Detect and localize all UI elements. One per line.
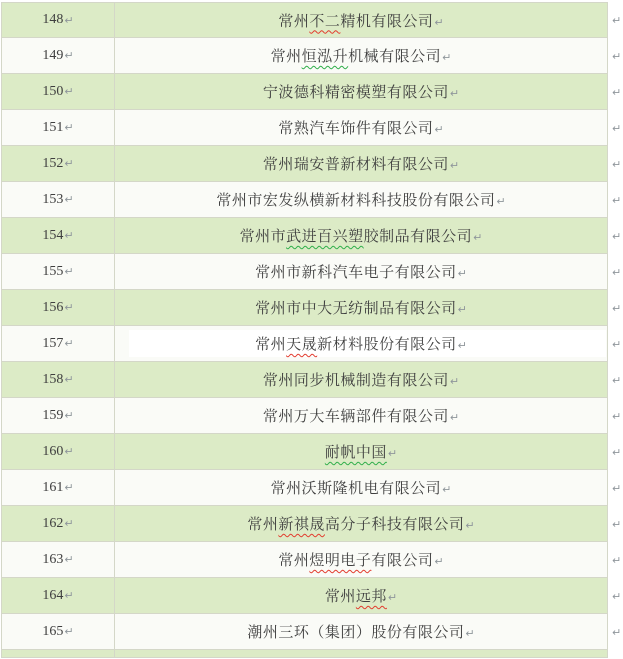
company-name-cell[interactable] (115, 254, 608, 290)
end-of-cell-mark-icon: ↵ (64, 409, 74, 422)
row-number: 163 (42, 551, 64, 567)
end-of-row-mark-icon: ↵ (612, 553, 622, 567)
table-row (1, 74, 623, 110)
company-name-text: 常州同步机械制造有限公司 (262, 373, 449, 389)
grammarcheck-underline-green: 武进百兴塑 (286, 229, 364, 245)
spellcheck-underline-red: 天晟 (286, 337, 318, 353)
end-of-row-zone (608, 578, 623, 614)
company-name-cell[interactable] (115, 398, 608, 434)
end-of-cell-mark-icon: ↵ (442, 51, 452, 64)
grammarcheck-underline-green: 耐帆中国 (324, 445, 387, 461)
end-of-cell-mark-icon: ↵ (496, 195, 506, 208)
row-number-cell[interactable] (1, 470, 115, 506)
end-of-cell-mark-icon: ↵ (442, 483, 452, 496)
row-number-cell[interactable] (1, 326, 115, 362)
row-number: 164 (42, 587, 64, 603)
end-of-row-zone (608, 74, 623, 110)
spellcheck-underline-red: 煜明电子 (309, 553, 372, 569)
end-of-cell-mark-icon: ↵ (64, 157, 74, 170)
company-name-text: 有限公司 (371, 553, 434, 569)
end-of-cell-mark-icon: ↵ (457, 267, 467, 280)
row-number-cell[interactable] (1, 254, 115, 290)
end-of-cell-mark-icon: ↵ (64, 553, 74, 566)
row-number: 148 (42, 12, 64, 27)
row-number-cell[interactable] (1, 614, 115, 650)
table-row (1, 218, 623, 254)
row-number-cell[interactable] (1, 74, 115, 110)
company-list-table (1, 2, 623, 658)
company-name (255, 333, 467, 354)
company-name (255, 297, 467, 318)
row-number-cell[interactable] (1, 218, 115, 254)
end-of-cell-mark-icon: ↵ (449, 87, 460, 100)
end-of-row-zone (608, 110, 623, 146)
end-of-row-mark-icon: ↵ (612, 337, 622, 351)
company-name-cell[interactable] (115, 542, 608, 578)
end-of-row-zone (608, 38, 623, 74)
row-number-cell[interactable] (1, 182, 115, 218)
company-name (263, 369, 459, 390)
table-row (1, 254, 623, 290)
company-name-text: 常州万大车辆部件有限公司 (262, 409, 449, 425)
company-name-text: 常州沃斯隆机电有限公司 (270, 481, 442, 497)
end-of-cell-mark-icon: ↵ (64, 373, 74, 386)
company-name (325, 585, 397, 606)
end-of-row-zone (608, 614, 623, 650)
end-of-row-mark-icon: ↵ (612, 445, 622, 459)
end-of-row-zone (608, 542, 623, 578)
end-of-row-zone (608, 2, 623, 38)
end-of-cell-mark-icon: ↵ (465, 627, 475, 640)
spellcheck-underline-red: 新祺晟 (278, 517, 325, 533)
row-number-cell (1, 650, 115, 658)
table-row (1, 434, 623, 470)
row-number-cell[interactable] (1, 362, 115, 398)
company-name (278, 10, 443, 31)
end-of-row-mark-icon: ↵ (612, 373, 622, 387)
end-of-cell-mark-icon: ↵ (449, 411, 460, 424)
company-name-text: 精机有限公司 (340, 13, 434, 30)
end-of-cell-mark-icon: ↵ (64, 301, 74, 314)
end-of-cell-mark-icon: ↵ (64, 13, 74, 27)
table-row (1, 2, 623, 38)
end-of-cell-mark-icon: ↵ (434, 555, 444, 568)
table-row (1, 326, 623, 362)
company-name-cell[interactable] (115, 362, 608, 398)
row-number-cell[interactable] (1, 434, 115, 470)
end-of-cell-mark-icon: ↵ (64, 229, 74, 242)
table-row (1, 506, 623, 542)
end-of-cell-mark-icon: ↵ (434, 123, 444, 136)
company-name-cell[interactable] (115, 614, 608, 650)
end-of-cell-mark-icon: ↵ (64, 445, 74, 458)
row-number: 156 (42, 299, 64, 315)
row-number: 153 (42, 191, 64, 207)
end-of-row-mark-icon: ↵ (612, 409, 622, 423)
end-of-cell-mark-icon: ↵ (434, 15, 444, 29)
company-name-cell[interactable] (115, 110, 608, 146)
table-row (1, 38, 623, 74)
row-number-cell[interactable] (1, 542, 115, 578)
company-name-cell[interactable] (115, 38, 608, 74)
table-row (1, 578, 623, 614)
company-name-text: 常州市中大无纺制品有限公司 (255, 301, 457, 317)
company-name-text: 新材料股份有限公司 (317, 337, 457, 353)
company-name-text: 常州瑞安普新材料有限公司 (262, 157, 449, 173)
grammarcheck-underline-green: 恒泓升 (301, 49, 349, 65)
end-of-row-mark-icon: ↵ (612, 157, 622, 171)
row-number: 161 (42, 479, 64, 495)
table-row (1, 146, 623, 182)
company-name-text: 常州市 (239, 229, 287, 245)
end-of-row-mark-icon: ↵ (612, 193, 622, 207)
company-name-text: 常州市宏发纵横新材料科技股份有限公司 (216, 193, 496, 209)
company-name-text: 高分子科技有限公司 (324, 517, 465, 533)
table-row (1, 614, 623, 650)
end-of-cell-mark-icon: ↵ (64, 481, 74, 494)
company-name-cell[interactable] (115, 470, 608, 506)
company-name (271, 45, 452, 66)
company-name (247, 621, 474, 642)
end-of-row-mark-icon: ↵ (612, 301, 622, 315)
company-name-cell[interactable] (115, 2, 608, 38)
end-of-row-zone (608, 326, 623, 362)
end-of-row-mark-icon: ↵ (612, 481, 622, 495)
row-number: 158 (42, 371, 64, 387)
spellcheck-underline-red: 不二 (309, 13, 341, 30)
end-of-row-zone (608, 470, 623, 506)
end-of-row-mark-icon: ↵ (612, 85, 622, 99)
table-row (1, 398, 623, 434)
end-of-cell-mark-icon: ↵ (64, 193, 74, 206)
company-name (278, 117, 443, 138)
company-name-cell[interactable] (115, 74, 608, 110)
row-number-cell[interactable] (1, 146, 115, 182)
row-number: 165 (42, 623, 64, 639)
row-number: 154 (42, 227, 64, 243)
end-of-row-zone (608, 146, 623, 182)
company-name-text: 机械有限公司 (348, 49, 442, 65)
end-of-row-zone (608, 182, 623, 218)
end-of-row-zone (608, 218, 623, 254)
company-name (255, 261, 467, 282)
company-name-cell[interactable] (115, 326, 608, 362)
row-number: 160 (42, 443, 64, 459)
end-of-cell-mark-icon: ↵ (64, 49, 74, 62)
end-of-cell-mark-icon: ↵ (64, 337, 74, 350)
end-of-row-zone (608, 254, 623, 290)
table-row-partial (1, 650, 623, 658)
end-of-cell-mark-icon: ↵ (465, 519, 475, 532)
end-of-cell-mark-icon: ↵ (449, 375, 460, 388)
end-of-cell-mark-icon: ↵ (64, 265, 74, 278)
company-name-cell[interactable] (115, 434, 608, 470)
end-of-cell-mark-icon: ↵ (64, 121, 74, 134)
row-number-cell[interactable] (1, 398, 115, 434)
row-number: 162 (42, 515, 64, 531)
table-row (1, 362, 623, 398)
company-name-text: 常熟汽车饰件有限公司 (278, 121, 434, 137)
company-name (216, 189, 505, 210)
row-number: 152 (42, 155, 64, 171)
end-of-row-zone (608, 434, 623, 470)
company-name-cell[interactable] (115, 218, 608, 254)
row-number-cell[interactable] (1, 110, 115, 146)
row-number: 157 (42, 335, 64, 351)
company-name-text: 常州 (255, 337, 287, 353)
end-of-row-zone (608, 290, 623, 326)
company-name-text: 常州 (324, 589, 356, 605)
row-number-cell[interactable] (1, 38, 115, 74)
end-of-cell-mark-icon: ↵ (449, 159, 460, 172)
company-name (263, 405, 459, 426)
end-of-cell-mark-icon: ↵ (64, 517, 74, 530)
company-name-cell[interactable] (115, 182, 608, 218)
end-of-cell-mark-icon: ↵ (64, 589, 74, 602)
table-row (1, 290, 623, 326)
end-of-row-zone (608, 362, 623, 398)
row-number: 155 (42, 263, 64, 279)
company-name (278, 549, 443, 570)
end-of-row-mark-icon: ↵ (612, 121, 622, 135)
company-name-cell[interactable] (115, 290, 608, 326)
end-of-row-zone (608, 398, 623, 434)
row-number: 149 (42, 47, 64, 63)
company-name (263, 153, 459, 174)
table-row (1, 182, 623, 218)
row-number-cell[interactable] (1, 506, 115, 542)
company-name-text: 常州 (270, 49, 302, 65)
end-of-row-zone (608, 506, 623, 542)
company-name-cell (115, 650, 608, 658)
table-row (1, 542, 623, 578)
company-name (263, 81, 459, 102)
row-number: 151 (42, 119, 64, 135)
company-name-text: 胶制品有限公司 (363, 229, 473, 245)
spellcheck-underline-red: 远邦 (355, 589, 387, 605)
row-number-cell[interactable] (1, 578, 115, 614)
company-name-text: 常州 (247, 517, 279, 533)
end-of-cell-mark-icon: ↵ (64, 85, 74, 98)
table-row (1, 110, 623, 146)
end-of-cell-mark-icon: ↵ (387, 591, 398, 604)
company-name-text: 宁波德科精密模塑有限公司 (262, 85, 449, 101)
company-name (271, 477, 452, 498)
end-of-row-mark-icon: ↵ (612, 13, 622, 27)
end-of-row-mark-icon: ↵ (612, 625, 622, 639)
end-of-cell-mark-icon: ↵ (473, 231, 483, 244)
row-number: 150 (42, 83, 64, 99)
company-name (325, 441, 397, 462)
table-row (1, 470, 623, 506)
row-number-cell[interactable] (1, 2, 115, 38)
end-of-cell-mark-icon: ↵ (457, 303, 467, 316)
company-name-text: 潮州三环（集团）股份有限公司 (247, 625, 465, 641)
end-of-cell-mark-icon: ↵ (387, 447, 398, 460)
company-name-cell[interactable] (115, 578, 608, 614)
row-number-cell[interactable] (1, 290, 115, 326)
row-number: 159 (42, 407, 64, 423)
company-name-cell[interactable] (115, 146, 608, 182)
company-name-text: 常州市新科汽车电子有限公司 (255, 265, 457, 281)
end-of-row-mark-icon: ↵ (612, 229, 622, 243)
end-of-row-mark-icon: ↵ (612, 265, 622, 279)
company-name-cell[interactable] (115, 506, 608, 542)
end-of-row-mark-icon: ↵ (612, 517, 622, 531)
end-of-row-mark-icon: ↵ (612, 589, 622, 603)
end-of-cell-mark-icon: ↵ (457, 339, 467, 352)
company-name (247, 513, 474, 534)
company-name (240, 225, 483, 246)
end-of-row-mark-icon: ↵ (612, 49, 622, 63)
company-name-text: 常州 (278, 13, 310, 30)
end-of-cell-mark-icon: ↵ (64, 625, 74, 638)
company-name-text: 常州 (278, 553, 310, 569)
